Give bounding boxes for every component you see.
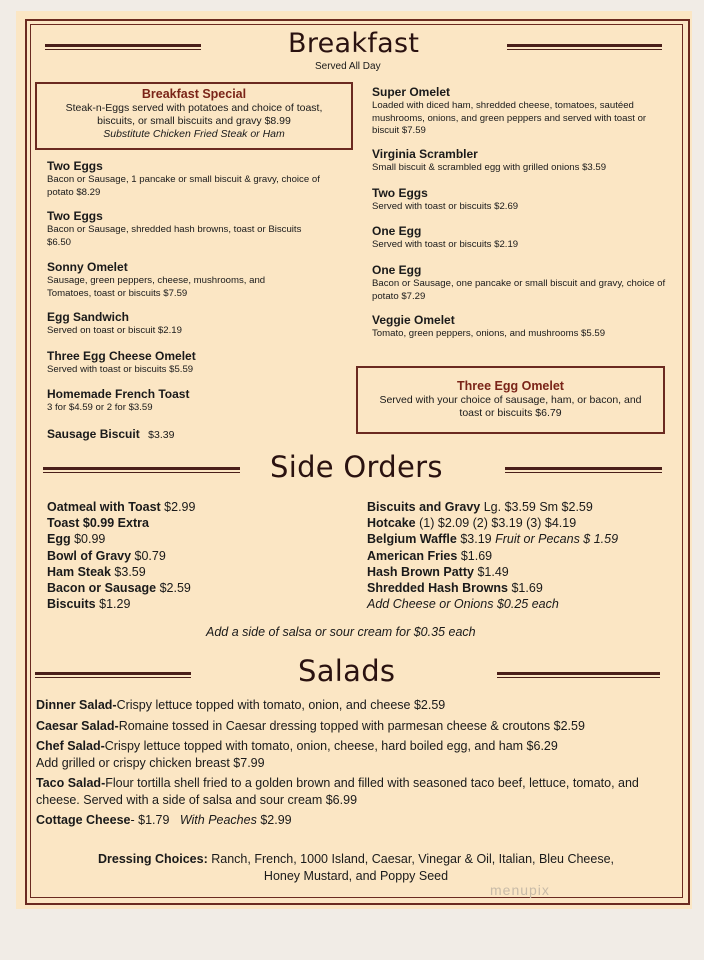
side-item [367, 580, 618, 596]
salads-rule-left [35, 672, 191, 678]
item-desc: 3 for $4.59 or 2 for $3.59 [47, 402, 153, 413]
breakfast-title: Breakfast [288, 28, 420, 59]
sides-right-list [367, 499, 618, 612]
side-item [367, 564, 618, 580]
salad-name: Caesar Salad- [36, 718, 119, 733]
side-item-name: Biscuits and Gravy [367, 500, 481, 514]
item-desc: Bacon or Sausage, one pancake or small biscuit and gravy, choice of potato $7.29 [372, 278, 666, 302]
item-name: Homemade French Toast [47, 387, 190, 401]
item-name: Two Eggs [47, 209, 103, 223]
salad-price: - $1.79 [130, 813, 170, 827]
salad-item [36, 718, 676, 735]
side-item-price: $0.99 [74, 532, 106, 547]
salads-list [36, 697, 676, 833]
side-item-price: Lg. $3.59 Sm $2.59 [483, 500, 593, 514]
side-item-price: $0.99 Extra [82, 516, 149, 531]
header-rule-left [45, 44, 201, 50]
item-desc: Served with toast or biscuits $5.59 [47, 364, 194, 375]
menu-item-sausage-biscuit [47, 425, 307, 443]
salad-name: Dinner Salad- [36, 698, 117, 712]
side-item [47, 596, 195, 612]
menu-item-one-egg-combo [372, 262, 672, 303]
item-name: Veggie Omelet [372, 313, 455, 327]
item-desc: Bacon or Sausage, 1 pancake or small biscuit & gravy, choice of potato $8.29 [47, 174, 320, 198]
dressing-label: Dressing Choices: [97, 852, 208, 866]
side-item [47, 531, 195, 547]
side-item-price: $3.19 [460, 532, 492, 547]
dressing-text: Ranch, French, 1000 Island, Caesar, Vinegar & Oil, Italian, Bleu Cheese, [211, 852, 615, 866]
side-add-note: Add Cheese or Onions $0.25 each [367, 597, 559, 612]
item-price: $3.39 [148, 429, 175, 441]
side-item [47, 564, 195, 580]
salad-desc: Romaine tossed in Caesar dressing topped with parmesan cheese & croutons $2.59 [118, 718, 585, 733]
salad-name: Chef Salad- [36, 739, 105, 753]
breakfast-special-line2: biscuits, or small biscuits and gravy $8.99 [97, 115, 291, 127]
menu-item-virginia-scrambler [372, 146, 672, 175]
item-desc: Served with toast or biscuits $2.69 [372, 201, 519, 212]
item-name: Three Egg Cheese Omelet [47, 349, 196, 363]
item-name: One Egg [372, 263, 422, 277]
item-desc: Tomato, green peppers, onions, and mushrooms $5.59 [372, 328, 606, 339]
side-item [47, 548, 195, 564]
breakfast-special-box [35, 82, 353, 150]
side-item-price: (1) $2.09 (2) $3.19 (3) $4.19 [419, 516, 577, 531]
item-name: Two Eggs [372, 186, 428, 200]
salad-item [36, 775, 676, 808]
side-item-extra: Fruit or Pecans $ 1.59 [495, 532, 619, 547]
menu-item-one-egg-toast [372, 223, 672, 252]
breakfast-special-line3: Substitute Chicken Fried Steak or Ham [103, 128, 285, 140]
three-egg-omelet-box [356, 366, 665, 434]
menu-item-french-toast [47, 386, 307, 415]
salad-item [36, 697, 676, 714]
menu-item-two-eggs-toast [372, 185, 672, 214]
side-item [47, 580, 195, 596]
salad-extra-price: $2.99 [260, 813, 292, 827]
item-name: One Egg [372, 224, 422, 238]
side-item-name: Biscuits [47, 597, 96, 612]
menu-item-veggie-omelet [372, 312, 672, 341]
salad-extra: With Peaches [179, 813, 257, 827]
side-item-price: $1.69 [511, 581, 543, 596]
side-item-name: Toast [47, 516, 80, 531]
sides-rule-left [43, 467, 240, 473]
item-desc: Served with toast or biscuits $2.19 [372, 239, 519, 250]
sides-left-list [47, 499, 195, 612]
salads-rule-right [497, 672, 660, 678]
salad-sub: Add grilled or crispy chicken breast $7.99 [36, 755, 265, 770]
menu-item-egg-sandwich [47, 309, 307, 338]
item-desc: Sausage, green peppers, cheese, mushrooms, and Tomatoes, toast or biscuits $7.59 [47, 275, 266, 299]
item-desc: Served on toast or biscuit $2.19 [47, 325, 182, 336]
side-item-name: Oatmeal with Toast [47, 500, 161, 514]
side-item [367, 499, 618, 515]
item-name: Sonny Omelet [47, 260, 128, 274]
side-item [367, 548, 618, 564]
menu-item-super-omelet [372, 84, 672, 138]
side-item-name: Hash Brown Patty [367, 564, 474, 579]
side-orders-title: Side Orders [270, 450, 443, 484]
three-egg-omelet-title: Three Egg Omelet [457, 379, 564, 393]
dressing-text-2: Honey Mustard, and Poppy Seed [263, 868, 449, 883]
side-item-name: Ham Steak [47, 564, 111, 579]
salsa-note: Add a side of salsa or sour cream for $0.35 each [206, 625, 476, 639]
side-item-price: $1.29 [99, 597, 131, 612]
salad-item-cottage-cheese [36, 812, 676, 829]
side-item-name: Bowl of Gravy [47, 548, 132, 563]
side-item-price: $2.99 [164, 500, 196, 514]
salad-desc: Flour tortilla shell fried to a golden brown and filled with seasoned taco beef, lettuce, tomato, and cheese. Served with a side of salsa and sour cream $6.99 [36, 776, 639, 807]
salad-item [36, 738, 676, 771]
salad-name: Taco Salad- [36, 776, 106, 790]
side-item-price: $1.69 [460, 548, 493, 563]
side-item-price: $3.59 [114, 564, 146, 579]
item-desc: Loaded with diced ham, shredded cheese, tomatoes, sautéed mushrooms, onions, and green peppers and served with toast or biscuit $7.59 [372, 100, 647, 136]
salad-desc: Crispy lettuce topped with tomato, onion, and cheese $2.59 [116, 698, 446, 712]
three-egg-omelet-line2: toast or biscuits $6.79 [459, 407, 562, 419]
side-item-price: $2.59 [159, 581, 191, 596]
menu-item-two-eggs-1 [47, 158, 347, 199]
side-item-name: Belgium Waffle [367, 532, 457, 547]
side-item [367, 515, 618, 531]
breakfast-special-title: Breakfast Special [141, 87, 247, 101]
menu-item-two-eggs-2 [47, 208, 302, 249]
side-item-name: Hotcake [367, 516, 416, 531]
menu-item-sonny-omelet [47, 259, 297, 300]
side-item-name: Egg [47, 532, 71, 547]
item-desc: Small biscuit & scrambled egg with grilled onions $3.59 [372, 162, 607, 173]
side-item [367, 531, 618, 547]
item-name: Super Omelet [372, 85, 451, 99]
salad-desc: Crispy lettuce topped with tomato, onion, cheese, hard boiled egg, and ham $6.29 [104, 739, 558, 753]
breakfast-subtitle: Served All Day [315, 61, 381, 72]
item-name: Egg Sandwich [47, 310, 130, 324]
dressing-choices [36, 851, 676, 884]
salads-title: Salads [298, 654, 396, 688]
watermark: menupix [490, 882, 550, 898]
item-desc: Bacon or Sausage, shredded hash browns, toast or Biscuits $6.50 [47, 224, 302, 248]
three-egg-omelet-line1: Served with your choice of sausage, ham, or bacon, and [379, 394, 642, 406]
side-item-price: $1.49 [477, 564, 509, 579]
side-item [47, 499, 195, 515]
item-name: Sausage Biscuit [47, 427, 140, 441]
side-item-name: American Fries [367, 548, 458, 563]
menu-item-three-egg-cheese-omelet [47, 348, 307, 377]
side-item-price: $0.79 [134, 548, 166, 563]
side-item [47, 515, 195, 531]
header-rule-right [507, 44, 662, 50]
sides-rule-right [505, 467, 662, 473]
item-name: Two Eggs [47, 159, 103, 173]
item-name: Virginia Scrambler [372, 147, 478, 161]
side-item-name: Shredded Hash Browns [367, 581, 508, 596]
salad-name: Cottage Cheese [36, 813, 131, 827]
breakfast-special-line1: Steak-n-Eggs served with potatoes and choice of toast, [65, 102, 323, 114]
side-item-name: Bacon or Sausage [47, 581, 157, 596]
